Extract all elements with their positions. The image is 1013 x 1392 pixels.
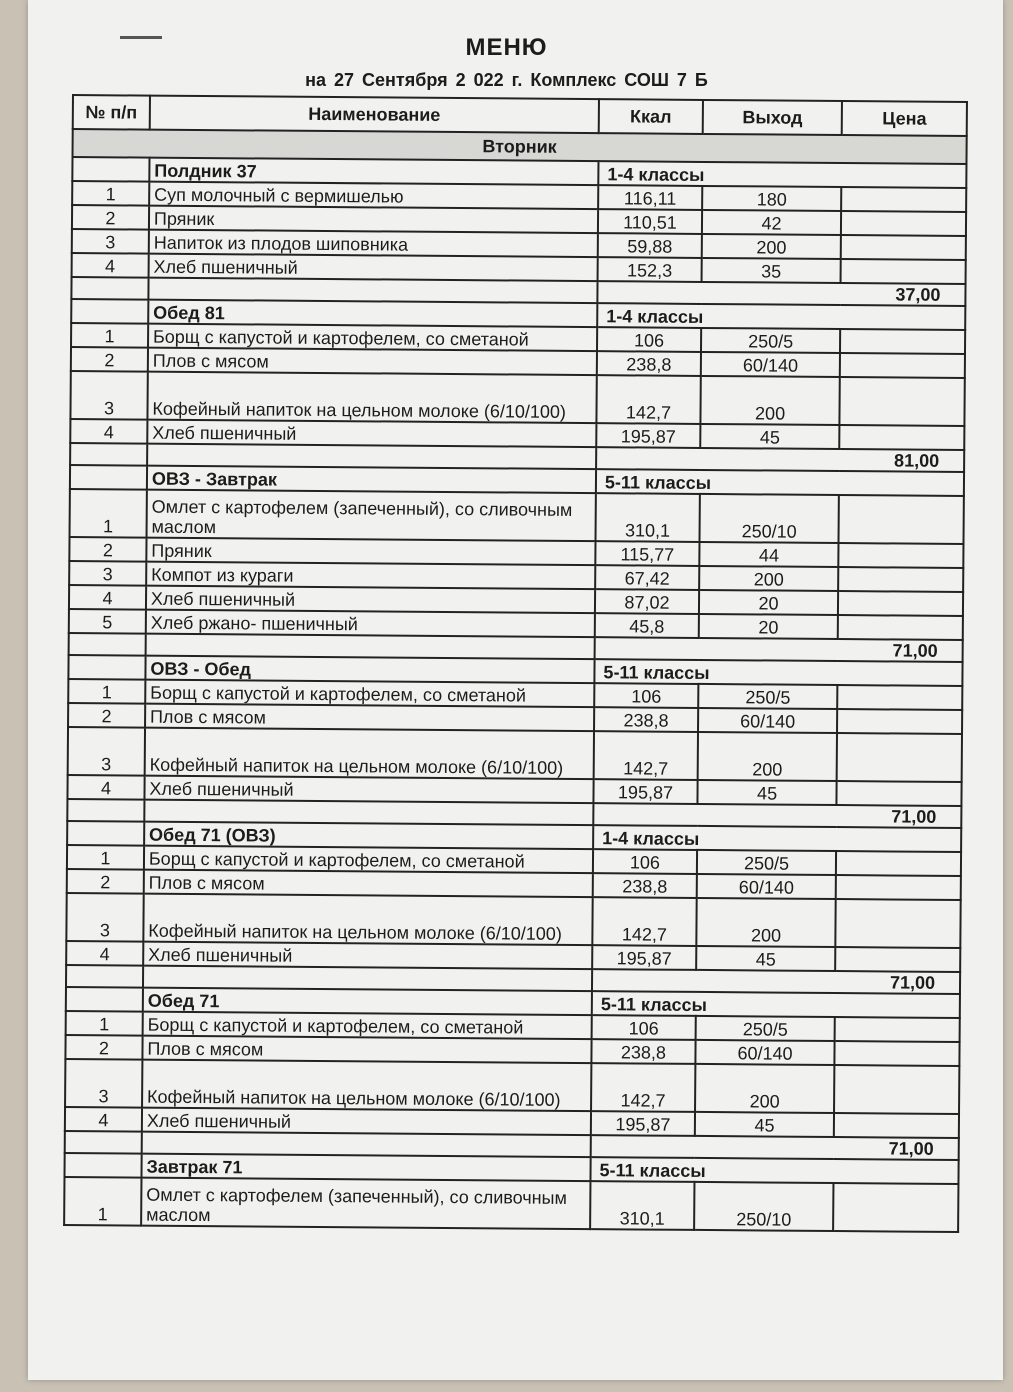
section-grades: 5-11 классы	[592, 991, 960, 1018]
item-price	[839, 495, 964, 544]
item-kcal: 310,1	[590, 1181, 694, 1230]
item-number: 2	[71, 347, 148, 372]
item-kcal: 116,11	[598, 185, 702, 210]
item-number: 4	[66, 941, 143, 966]
section-total-price: 81,00	[596, 447, 964, 472]
item-output: 250/5	[701, 328, 840, 353]
table-row	[68, 727, 962, 782]
page-title: МЕНЮ	[465, 34, 548, 61]
item-kcal: 152,3	[598, 257, 702, 282]
section-name: ОВЗ - Обед	[145, 656, 594, 684]
section-name: Обед 71 (ОВЗ)	[144, 822, 593, 850]
item-price	[837, 709, 962, 734]
item-price	[838, 615, 963, 640]
item-price	[840, 377, 965, 426]
item-kcal: 59,88	[598, 233, 702, 258]
section-grades: 5-11 классы	[594, 659, 962, 686]
table-row	[70, 371, 964, 426]
item-output: 60/140	[698, 708, 837, 733]
item-number: 3	[69, 561, 146, 586]
item-price	[841, 211, 966, 236]
item-number: 2	[67, 869, 144, 894]
section-num-cell	[67, 821, 144, 846]
item-price	[841, 235, 966, 260]
item-output: 45	[696, 946, 835, 971]
section-name: Обед 71	[143, 988, 592, 1016]
item-kcal: 195,87	[591, 1111, 695, 1136]
total-empty-cell	[67, 799, 144, 822]
item-output: 250/10	[694, 1182, 834, 1231]
item-number: 3	[66, 893, 143, 942]
item-price	[834, 1065, 959, 1114]
section-num-cell	[66, 987, 143, 1012]
header-num: № п/п	[73, 95, 150, 130]
section-total-price: 71,00	[592, 969, 960, 994]
item-output: 200	[699, 566, 838, 591]
section-num-cell	[68, 655, 145, 680]
section-grades: 1-4 классы	[593, 825, 961, 852]
item-kcal: 238,8	[593, 873, 697, 898]
item-number: 4	[67, 775, 144, 800]
item-price	[835, 1017, 960, 1042]
item-output: 45	[695, 1112, 834, 1137]
section-name: Завтрак 71	[141, 1154, 590, 1182]
item-price	[837, 781, 962, 806]
item-price	[838, 591, 963, 616]
item-output: 250/5	[698, 684, 837, 709]
menu-table	[63, 94, 968, 1233]
item-output: 200	[700, 376, 840, 425]
total-empty-cell	[69, 633, 146, 656]
item-output: 200	[698, 732, 838, 781]
item-price	[835, 1041, 960, 1066]
item-name: Борщ с капустой и картофелем, со сметаной	[143, 1012, 592, 1040]
item-number: 3	[72, 229, 149, 254]
item-output: 44	[699, 542, 838, 567]
item-number: 1	[70, 489, 147, 538]
item-name: Кофейный напиток на цельном молоке (6/10/100)	[147, 372, 596, 424]
item-name: Плов с мясом	[148, 348, 597, 376]
item-price	[839, 543, 964, 568]
section-num-cell	[71, 299, 148, 324]
item-name: Плов с мясом	[145, 704, 594, 732]
item-number: 4	[72, 253, 149, 278]
item-price	[836, 851, 961, 876]
item-name: Хлеб пшеничный	[143, 942, 592, 970]
item-kcal: 142,7	[596, 375, 700, 424]
item-price	[833, 1183, 958, 1232]
item-price	[841, 259, 966, 284]
section-total-price: 37,00	[597, 281, 965, 306]
section-total-price: 71,00	[595, 637, 963, 662]
item-output: 200	[696, 898, 836, 947]
item-kcal: 238,8	[594, 707, 698, 732]
item-price	[841, 187, 966, 212]
item-price	[840, 329, 965, 354]
item-name: Борщ с капустой и картофелем, со сметаной	[148, 324, 597, 352]
item-price	[837, 685, 962, 710]
item-number: 1	[68, 679, 145, 704]
item-kcal: 106	[597, 327, 701, 352]
item-name: Омлет с картофелем (запеченный), со сливочным маслом	[146, 490, 595, 542]
item-number: 3	[65, 1059, 142, 1108]
section-num-cell	[72, 157, 149, 182]
header-kcal: Ккал	[599, 99, 703, 134]
item-kcal: 195,87	[596, 423, 700, 448]
item-price	[838, 567, 963, 592]
item-name: Хлеб ржано- пшеничный	[146, 610, 595, 638]
item-number: 1	[72, 181, 149, 206]
section-grades: 1-4 классы	[598, 161, 966, 188]
item-name: Хлеб пшеничный	[142, 1108, 591, 1136]
item-name: Пряник	[149, 206, 598, 234]
item-number: 4	[70, 419, 147, 444]
section-num-cell	[70, 465, 147, 490]
item-kcal: 106	[593, 849, 697, 874]
item-kcal: 106	[594, 683, 698, 708]
item-output: 60/140	[701, 352, 840, 377]
item-number: 1	[64, 1177, 141, 1226]
item-kcal: 142,7	[592, 897, 696, 946]
header-name: Наименование	[150, 96, 599, 134]
item-output: 200	[695, 1064, 835, 1113]
item-kcal: 238,8	[591, 1039, 695, 1064]
item-number: 4	[69, 585, 146, 610]
table-row	[65, 1059, 959, 1114]
section-name: Полдник 37	[149, 158, 598, 186]
item-output: 20	[699, 590, 838, 615]
item-output: 45	[700, 424, 839, 449]
item-number: 2	[72, 205, 149, 230]
section-num-cell	[64, 1153, 141, 1178]
item-name: Плов с мясом	[144, 870, 593, 898]
item-output: 60/140	[697, 874, 836, 899]
item-number: 2	[65, 1035, 142, 1060]
menu-body	[64, 129, 967, 1232]
item-name: Хлеб пшеничный	[146, 586, 595, 614]
section-name: ОВЗ - Завтрак	[147, 466, 596, 494]
item-name: Кофейный напиток на цельном молоке (6/10/100)	[142, 1060, 591, 1112]
item-output: 200	[702, 234, 841, 259]
header-output: Выход	[703, 100, 843, 135]
item-price	[835, 947, 960, 972]
item-output: 20	[699, 614, 838, 639]
item-kcal: 142,7	[591, 1063, 695, 1112]
item-price	[834, 1113, 959, 1138]
item-name: Напиток из плодов шиповника	[149, 230, 598, 258]
item-name: Борщ с капустой и картофелем, со сметаной	[145, 680, 594, 708]
header-price: Цена	[842, 101, 967, 136]
item-kcal: 45,8	[595, 613, 699, 638]
total-empty-cell	[71, 277, 148, 300]
item-kcal: 238,8	[597, 351, 701, 376]
item-price	[837, 733, 962, 782]
item-output: 250/10	[699, 494, 839, 543]
item-output: 60/140	[695, 1040, 834, 1065]
item-number: 5	[69, 609, 146, 634]
item-kcal: 67,42	[595, 565, 699, 590]
item-name: Кофейный напиток на цельном молоке (6/10/100)	[145, 728, 594, 780]
item-output: 45	[697, 780, 836, 805]
item-name: Хлеб пшеничный	[144, 776, 593, 804]
item-kcal: 195,87	[592, 945, 696, 970]
item-kcal: 110,51	[598, 209, 702, 234]
item-name: Омлет с картофелем (запеченный), со сливочным маслом	[141, 1178, 590, 1230]
section-total-price: 71,00	[593, 803, 961, 828]
section-name: Обед 81	[148, 300, 597, 328]
section-grades: 5-11 классы	[590, 1157, 958, 1184]
item-name: Борщ с капустой и картофелем, со сметаной	[144, 846, 593, 874]
total-empty-cell	[70, 443, 147, 466]
item-kcal: 87,02	[595, 589, 699, 614]
item-price	[836, 899, 961, 948]
section-total-price: 71,00	[591, 1135, 959, 1160]
item-output: 180	[702, 186, 841, 211]
total-empty-cell	[65, 1131, 142, 1154]
item-kcal: 115,77	[595, 541, 699, 566]
item-number: 1	[67, 845, 144, 870]
item-output: 250/5	[696, 1016, 835, 1041]
item-kcal: 310,1	[596, 493, 700, 542]
item-name: Пряник	[146, 538, 595, 566]
page-subtitle: на 27 Сентября 2 022 г. Комплекс СОШ 7 Б	[305, 70, 708, 90]
item-price	[839, 425, 964, 450]
item-number: 1	[71, 323, 148, 348]
item-name: Хлеб пшеничный	[147, 420, 596, 448]
table-row	[66, 893, 960, 948]
item-name: Хлеб пшеничный	[148, 254, 597, 282]
item-output: 35	[701, 258, 840, 283]
item-output: 250/5	[697, 850, 836, 875]
item-number: 2	[69, 537, 146, 562]
section-grades: 1-4 классы	[597, 303, 965, 330]
item-name: Плов с мясом	[142, 1036, 591, 1064]
item-number: 3	[68, 727, 145, 776]
day-label: Вторник	[73, 129, 967, 164]
table-row	[64, 1177, 958, 1232]
item-number: 4	[65, 1107, 142, 1132]
item-price	[840, 353, 965, 378]
item-name: Суп молочный с вермишелью	[149, 182, 598, 210]
item-kcal: 142,7	[594, 731, 698, 780]
item-number: 1	[66, 1011, 143, 1036]
item-output: 42	[702, 210, 841, 235]
item-number: 2	[68, 703, 145, 728]
item-name: Компот из кураги	[146, 562, 595, 590]
item-number: 3	[70, 371, 147, 420]
item-price	[836, 875, 961, 900]
item-kcal: 195,87	[593, 779, 697, 804]
item-name: Кофейный напиток на цельном молоке (6/10/100)	[143, 894, 592, 946]
total-empty-cell	[66, 965, 143, 988]
section-grades: 5-11 классы	[596, 469, 964, 496]
table-row	[70, 489, 964, 544]
item-kcal: 106	[592, 1015, 696, 1040]
